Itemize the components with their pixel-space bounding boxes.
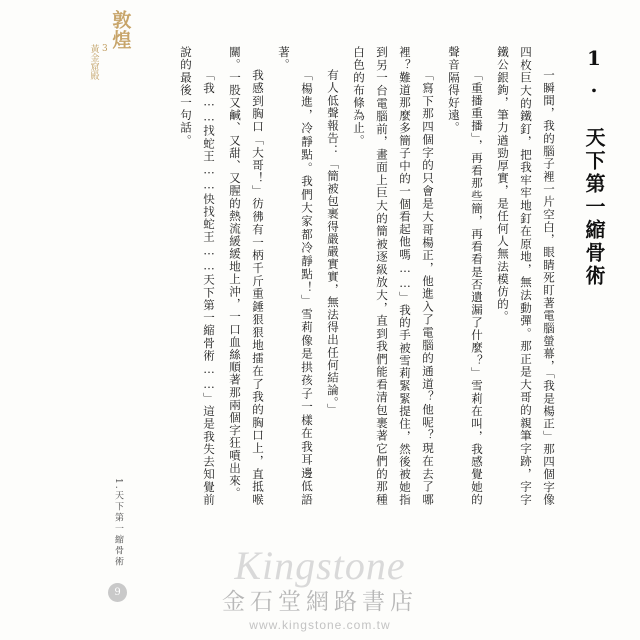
paragraph: 一瞬間，我的腦子裡一片空白，眼睛死盯著電腦螢幕，「我是楊正」那四個字像四枚巨大的鐵釘，把我牢牢地釘在原地，無法動彈。那正是大哥的親筆字跡，字字鐵公銀鉤，筆力遒勁厚實，是任何人無法模仿的。 [496,46,556,506]
watermark-brand-cn: 金石堂網路書店 [222,589,418,616]
volume-number: 3 [102,44,108,54]
series-subtitle: 黃金窟殿 [88,44,99,80]
series-title: 敦煌 [109,10,132,50]
running-head: 1.天下第一縮骨術 [113,478,123,568]
series-masthead [88,10,158,80]
chapter-title: 1. 天下第一縮骨術 [582,46,606,288]
page-number: 9 [108,583,127,602]
page-body [180,46,610,526]
paragraph: 我感到胸口「大哥！」彷彿有一柄千斤重錘狠狠地擂在了我的胸口上，直抵喉關。一股又鹹、又甜、又腥的熱流緩緩地上沖，一口血絲順著那兩個字狂噴出來。 [228,46,265,506]
paragraph: 「楊進，冷靜點。我們大家都冷靜點！」雪莉像是拱孩子一樣在我耳邊低語著。 [277,46,314,506]
paragraph: 有人低聲報告：「簡被包裹得嚴嚴實實，無法得出任何結論。」 [326,69,340,417]
paragraph: 「寫下那四個字的只會是大哥楊正，他進入了電腦的通道？他呢？現在去了哪裡？難道那麼多簡子中的一個看起他嗎……」我的手被雪莉緊緊提住，然後被她指到另一台電腦前，畫面上巨大的簡被逐級放大，直到我們能看清包裹著它們的那種白色的布條為止。 [352,46,435,506]
watermark [0,543,640,632]
watermark-url: www.kingstone.com.tw [249,618,391,632]
paragraph: 「我……找蛇王……快找蛇王……天下第一縮骨術……」這是我失去知覺前說的最後一句話。 [179,46,216,506]
paragraph: 「重播重播」，再看那些簡，再看看是否遺漏了什麼？」雪莉在叫，我感覺她的聲音隔得好遠。 [447,46,484,506]
watermark-brand-en: Kingstone [234,543,406,589]
